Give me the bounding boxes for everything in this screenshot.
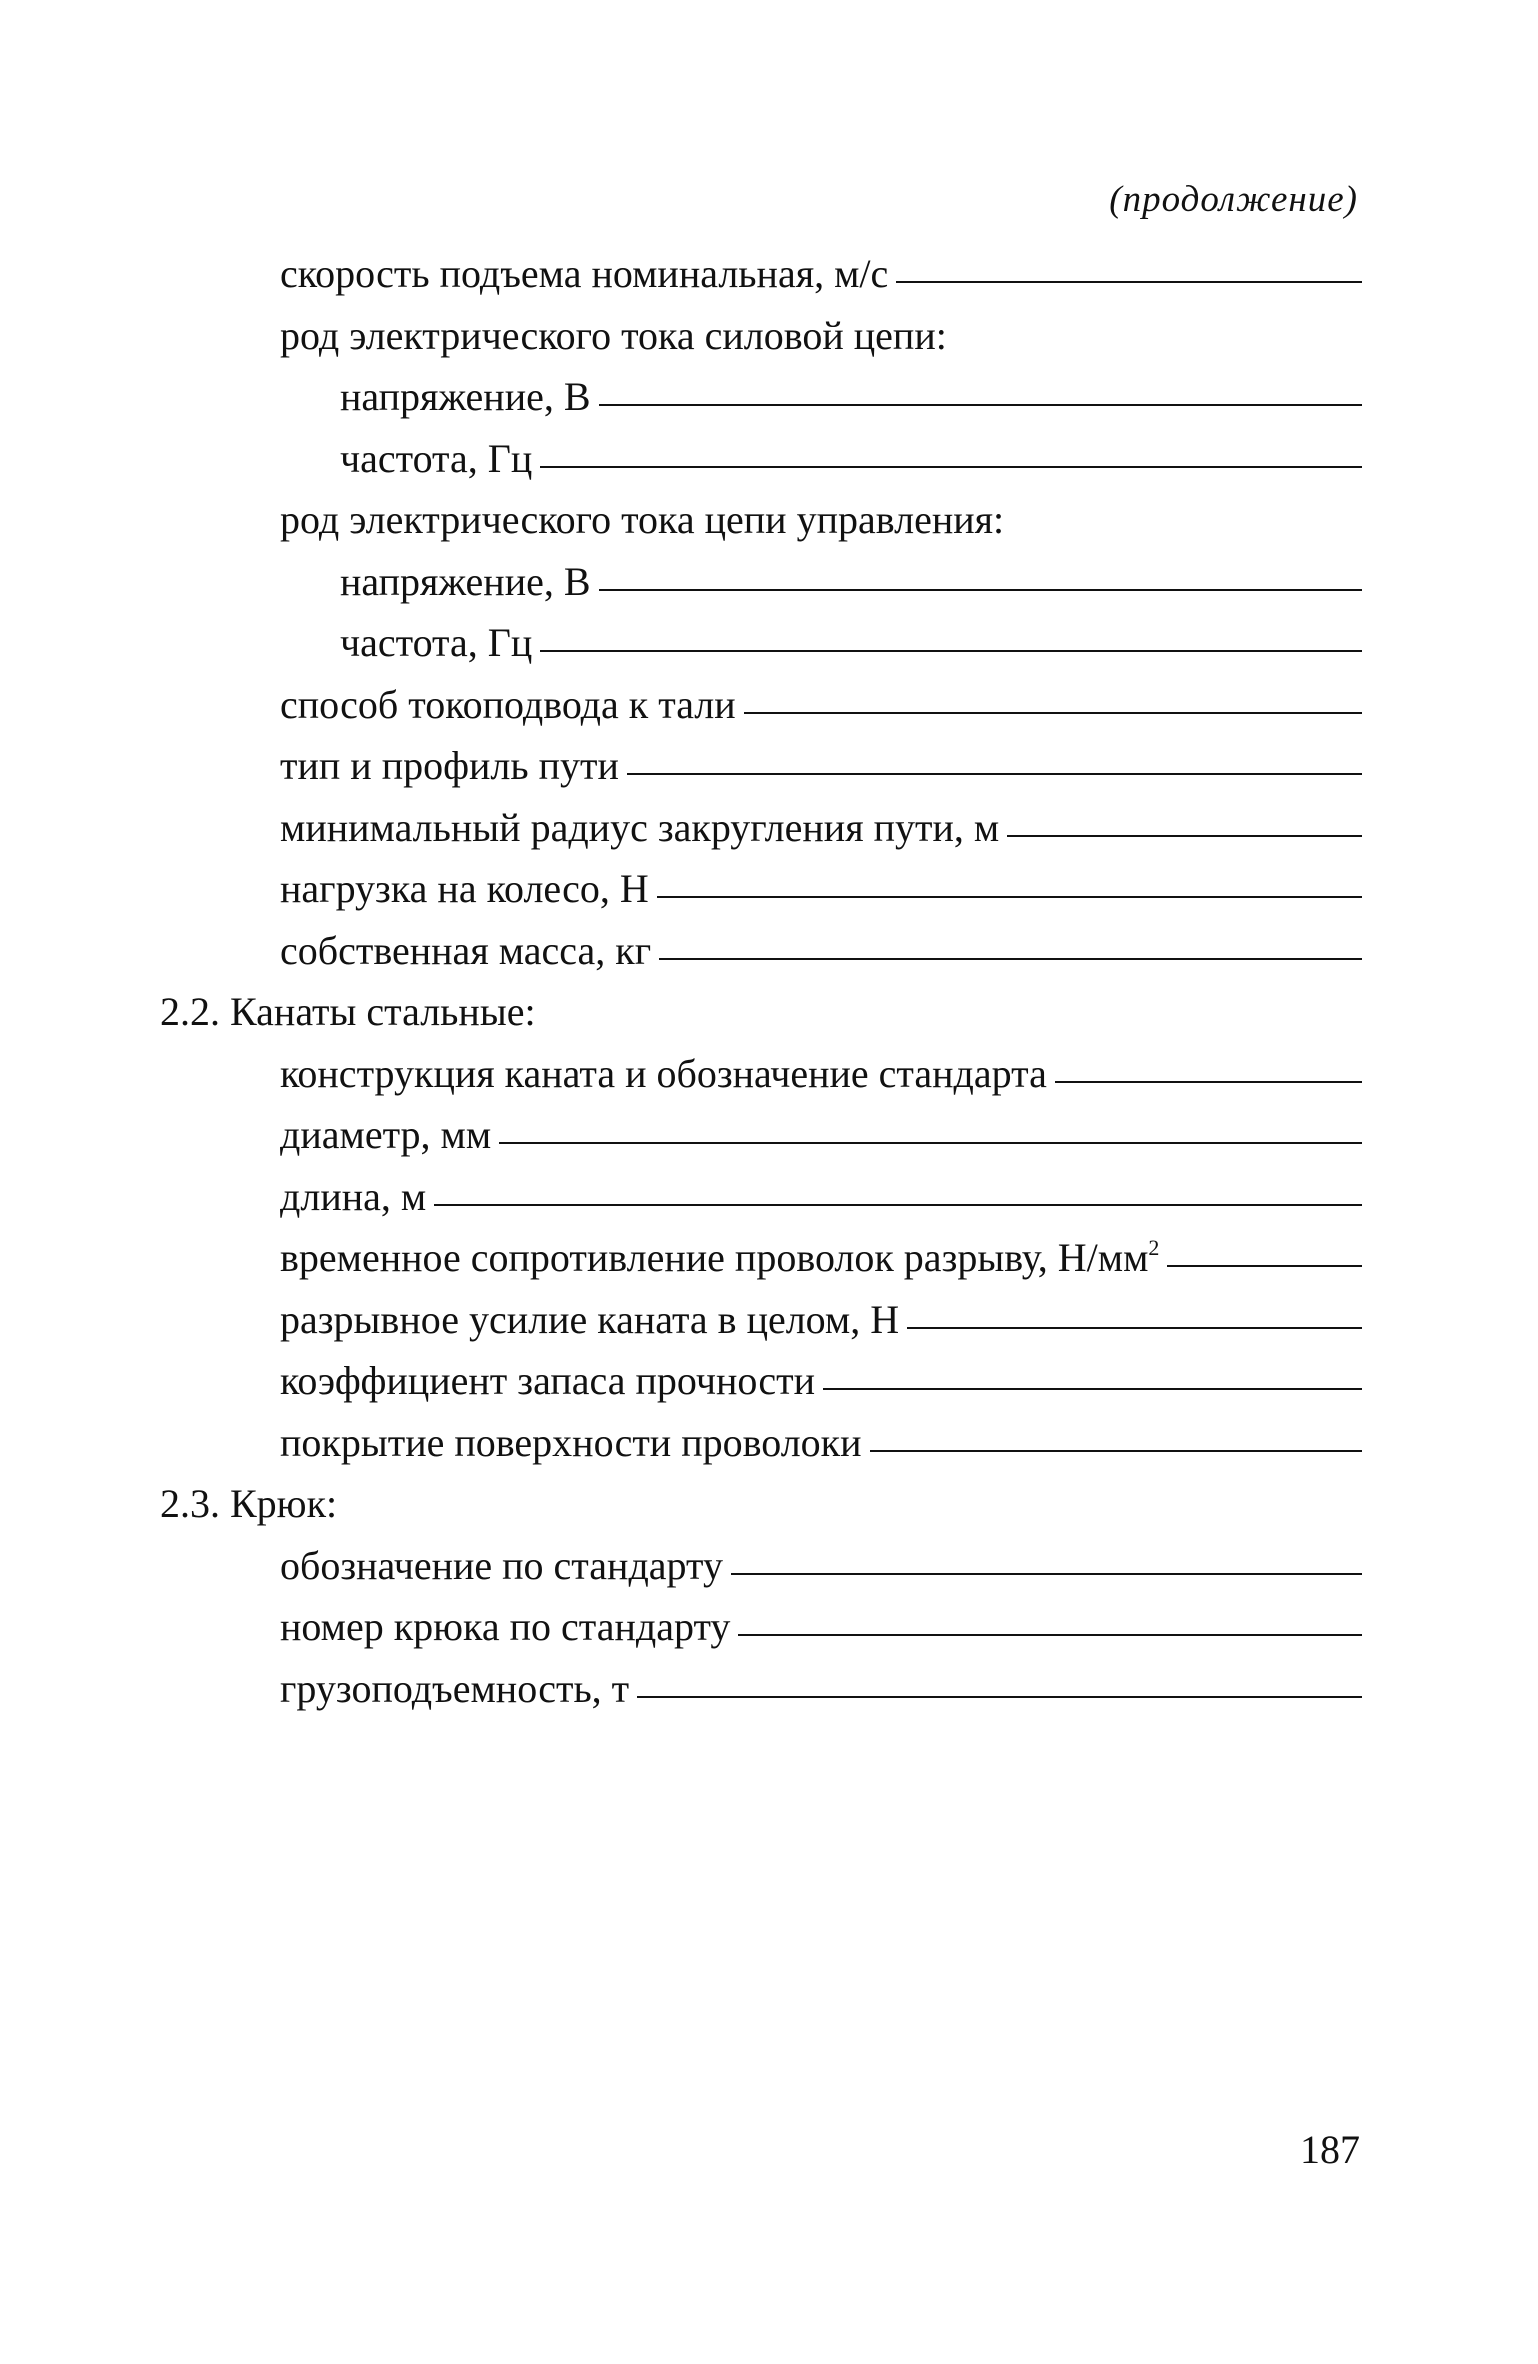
row-label: частота, Гц xyxy=(340,620,533,665)
row-label-text: временное сопротивление проволок разрыву, Н/мм xyxy=(280,1235,1149,1280)
row-label: собственная масса, кг xyxy=(280,927,652,973)
section-heading xyxy=(160,988,1362,1050)
row-label: тип и профиль пути xyxy=(280,743,619,788)
form-row xyxy=(160,619,1362,681)
blank-line xyxy=(637,1696,1362,1698)
row-label: конструкция каната и обозначение стандарта xyxy=(280,1050,1047,1096)
blank-line xyxy=(540,650,1362,652)
blank-line xyxy=(1167,1265,1362,1267)
form-row xyxy=(160,742,1362,804)
blank-line xyxy=(1007,835,1362,837)
row-label: диаметр, мм xyxy=(280,1112,492,1157)
row-label: грузоподъемность, т xyxy=(280,1665,630,1711)
blank-line xyxy=(823,1388,1362,1390)
row-label: частота, Гц xyxy=(340,435,533,481)
form-row xyxy=(160,1234,1362,1296)
row-label: напряжение, В xyxy=(340,374,591,419)
row-label: длина, м xyxy=(280,1173,427,1219)
row-label: разрывное усилие каната в целом, Н xyxy=(280,1296,900,1342)
form-row xyxy=(160,312,1362,374)
form-row xyxy=(160,1111,1362,1173)
blank-line xyxy=(659,958,1362,960)
row-label: минимальный радиус закругления пути, м xyxy=(280,804,1000,850)
blank-line xyxy=(499,1142,1362,1144)
form-row xyxy=(160,865,1362,927)
form-row xyxy=(160,250,1362,312)
form-row xyxy=(160,1603,1362,1665)
row-label: коэффициент запаса прочности xyxy=(280,1358,815,1403)
row-label: обозначение по стандарту xyxy=(280,1542,723,1588)
row-label: нагрузка на колесо, Н xyxy=(280,866,649,911)
form-row xyxy=(160,1542,1362,1604)
form-row xyxy=(160,496,1362,558)
row-label: скорость подъема номинальная, м/с xyxy=(280,251,889,296)
row-label: род электрического тока силовой цепи: xyxy=(280,312,947,358)
blank-line xyxy=(896,281,1362,283)
section-heading xyxy=(160,1480,1362,1542)
row-label: покрытие поверхности проволоки xyxy=(280,1419,862,1465)
superscript: 2 xyxy=(1148,1235,1160,1260)
row-label xyxy=(280,1234,1159,1281)
page-number: 187 xyxy=(1300,2127,1360,2172)
continuation-label: (продолжение) xyxy=(1109,179,1358,220)
row-label: напряжение, В xyxy=(340,558,591,604)
form-row xyxy=(160,804,1362,866)
form-row xyxy=(160,1173,1362,1235)
row-label: род электрического тока цепи управления: xyxy=(280,497,1005,542)
form-row xyxy=(160,1296,1362,1358)
blank-line xyxy=(434,1204,1362,1206)
form-field-list xyxy=(160,250,1362,1726)
form-row xyxy=(160,1050,1362,1112)
blank-line xyxy=(599,589,1362,591)
form-row xyxy=(160,1357,1362,1419)
blank-line xyxy=(540,466,1362,468)
form-row xyxy=(160,1665,1362,1727)
blank-line xyxy=(657,896,1362,898)
row-label: номер крюка по стандарту xyxy=(280,1604,731,1649)
blank-line xyxy=(599,404,1362,406)
form-row xyxy=(160,927,1362,989)
form-row xyxy=(160,1419,1362,1481)
blank-line xyxy=(907,1327,1362,1329)
form-row xyxy=(160,681,1362,743)
blank-line xyxy=(870,1450,1362,1452)
blank-line xyxy=(738,1634,1362,1636)
section-title: 2.3. Крюк: xyxy=(160,1481,338,1526)
row-label: способ токоподвода к тали xyxy=(280,681,736,727)
blank-line xyxy=(744,712,1362,714)
section-title: 2.2. Канаты стальные: xyxy=(160,989,536,1034)
form-row xyxy=(160,373,1362,435)
blank-line xyxy=(731,1573,1362,1575)
form-row xyxy=(160,435,1362,497)
blank-line xyxy=(1055,1081,1362,1083)
blank-line xyxy=(627,773,1362,775)
form-row xyxy=(160,558,1362,620)
